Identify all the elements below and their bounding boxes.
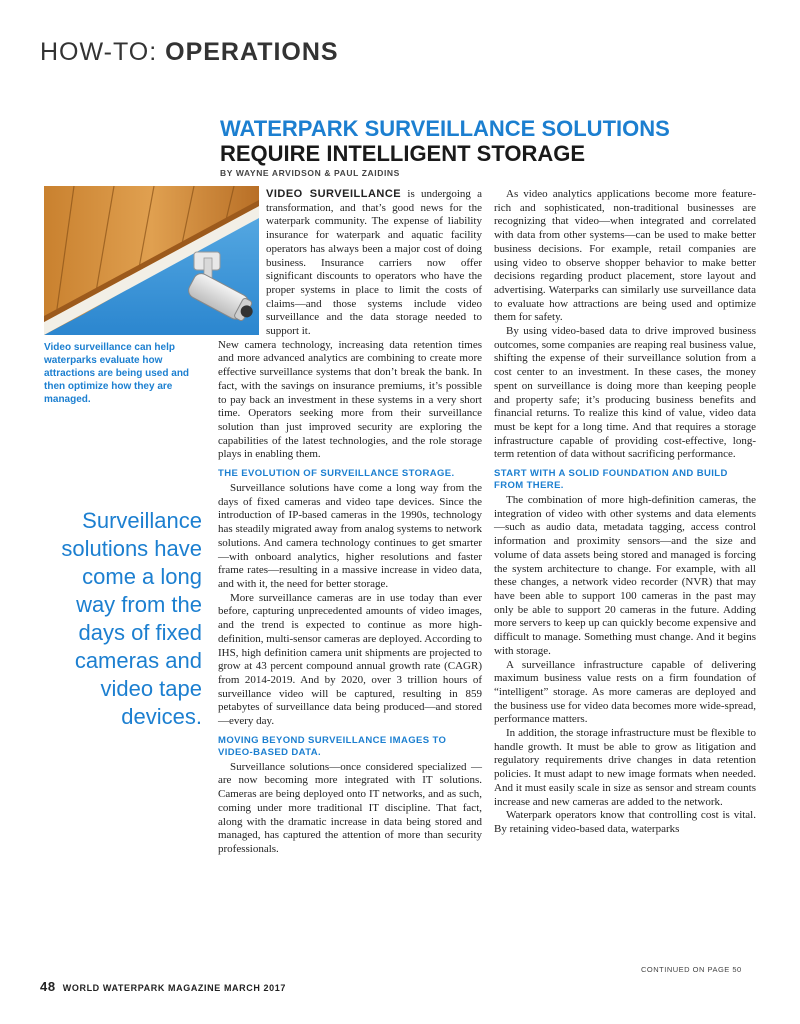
section-header [40, 38, 339, 67]
subhead-foundation: START WITH A SOLID FOUNDATION AND BUILD FROM THERE. [494, 468, 728, 492]
subhead-evolution: THE EVOLUTION OF SURVEILLANCE STORAGE. [218, 468, 455, 480]
body-paragraph-6: By using video-based data to drive improved business outcomes, some companies are reaping real business value, shifting the expense of their surveillance solution from a cost center to an investment. In these cases, the money spent on surveillance is doing more than keeping people and property safe; it’s producing business benefits and financial returns. To realize this kind of value, video data must be kept for a long time. And that requires a storage infrastructure capable of providing cost-effective, long-term retention of data without sacrificing performance. [494, 325, 756, 461]
intro-wrap [218, 188, 482, 339]
body-paragraph-1-text: is undergoing a transformation, and that’s good news for the waterpark community. The expense of liability insurance for waterpark and aquatic facility operators has always been a major cost of doing business. Insurance carriers now offer significant discounts to operators who have the proper systems in place to limit the costs of claims—and those systems include video surveillance and the data storage needed to support it. [266, 188, 483, 338]
body-paragraph-2: Surveillance solutions have come a long way from the days of fixed cameras and video tape devices. Since the introduction of IP-based cameras in the 1990s, technology has steadily migrated away from analog systems to network solutions. And camera technology continues to get smarter—with onboard analytics, higher resolutions and faster frame rates—resulting in a massive increase in video data, and with it, the need for better storage. [218, 482, 482, 590]
body-paragraph-7: The combination of more high-definition cameras, the integration of video with other systems and data elements—such as audio data, metadata tagging, access control information and proximity sensors—and the size and volume of data assets being stored and managed is forcing the system architecture to change. For example, with all these changes, a network video recorder (NVR) that may have been able to support 100 cameras in the past may only be able to support 20 cameras in the future. Adding more servers to keep up can quickly become expensive and difficult to manage. Something must change. And it begins with storage. [494, 494, 756, 657]
issue-date: MARCH 2017 [223, 983, 286, 993]
article-title-block [220, 116, 760, 178]
pull-quote: Surveillance solutions have come a long way from the days of fixed cameras and video tape devices. [61, 508, 202, 729]
body-paragraph-3: More surveillance cameras are in use today than ever before, capturing unprecedented amounts of video images, and the trend is expected to continue as more high-definition, multi-sensor cameras are deployed. According to IHS, high definition camera unit shipments are projected to grow at 43 percent compound annual growth rate (CAGR) from 2014-2019. And by 2020, over 3 trillion hours of surveillance video will be captured, resulting in 859 petabytes of surveillance data being produced—and stored—every day. [218, 591, 482, 728]
body-paragraph-1 [266, 188, 482, 339]
article-title-line2: REQUIRE INTELLIGENT STORAGE [220, 141, 586, 166]
body-paragraph-4: Surveillance solutions—once considered specialized —are now becoming more integrated with IT solutions. Cameras are being deployed onto IT networks, and as such, coming under more traditional IT discipline. That fact, along with the dramatic increase in data being stored and managed, has captured the attention of more than security professionals. [218, 760, 482, 855]
body-paragraph-10: Waterpark operators know that controlling cost is vital. By retaining video-based data, waterparks [494, 809, 756, 835]
page-footer [40, 979, 286, 994]
photo-caption: Video surveillance can help waterparks evaluate how attractions are being used and then optimize how they are managed. [44, 342, 190, 405]
column-1 [218, 188, 482, 857]
body-paragraph-5: As video analytics applications become more feature-rich and sophisticated, non-traditional businesses are recognizing that video—when integrated and correlated with data from other systems—can be used to make better business decisions. For example, retail companies are using video to observe shopper behavior to make better decisions regarding product placement, store layout and advertising. Waterparks can similarly use surveillance data to evaluate how attractions are being used and optimize them for safety. [494, 188, 756, 324]
publication-name: WORLD WATERPARK MAGAZINE [62, 983, 221, 993]
column-2 [494, 188, 756, 837]
page-number: 48 [40, 979, 56, 994]
lead-in: VIDEO SURVEILLANCE [266, 188, 402, 200]
byline: BY WAYNE ARVIDSON & PAUL ZAIDINS [220, 168, 400, 178]
subhead-moving-beyond: MOVING BEYOND SURVEILLANCE IMAGES TO VIDEO-BASED DATA. [218, 734, 447, 758]
section-main: OPERATIONS [165, 38, 339, 66]
body-paragraph-8: A surveillance infrastructure capable of delivering maximum business value rests on a firm foundation of “intelligent” storage. As more cameras are deployed and the business use for video data becomes more wide-spread, performance matters. [494, 658, 756, 726]
body-paragraph-9: In addition, the storage infrastructure must be flexible to handle growth. It must be able to grow as litigation and regulatory requirements drive changes in data retention policies. It must adapt to new image formats when needed. And it must easily scale in size as sensor and stream counts increase and new cameras are added to the network. [494, 727, 756, 808]
body-paragraph-1-continued: New camera technology, increasing data retention times and more advanced analytics are combining to create more effective surveillance systems that don’t break the bank. In fact, with the savings on insurance premiums, it’s possible to pay back an investment in these systems in a very short time. Operators seeking more from their surveillance solution than just improved security are exploring the capabilities of the latest technologies, and the role storage plays in enabling them. [218, 338, 482, 461]
section-prefix: HOW-TO: [40, 38, 166, 66]
continued-note: CONTINUED ON PAGE 50 [641, 965, 742, 974]
article-title-line1: WATERPARK SURVEILLANCE SOLUTIONS [220, 116, 670, 141]
